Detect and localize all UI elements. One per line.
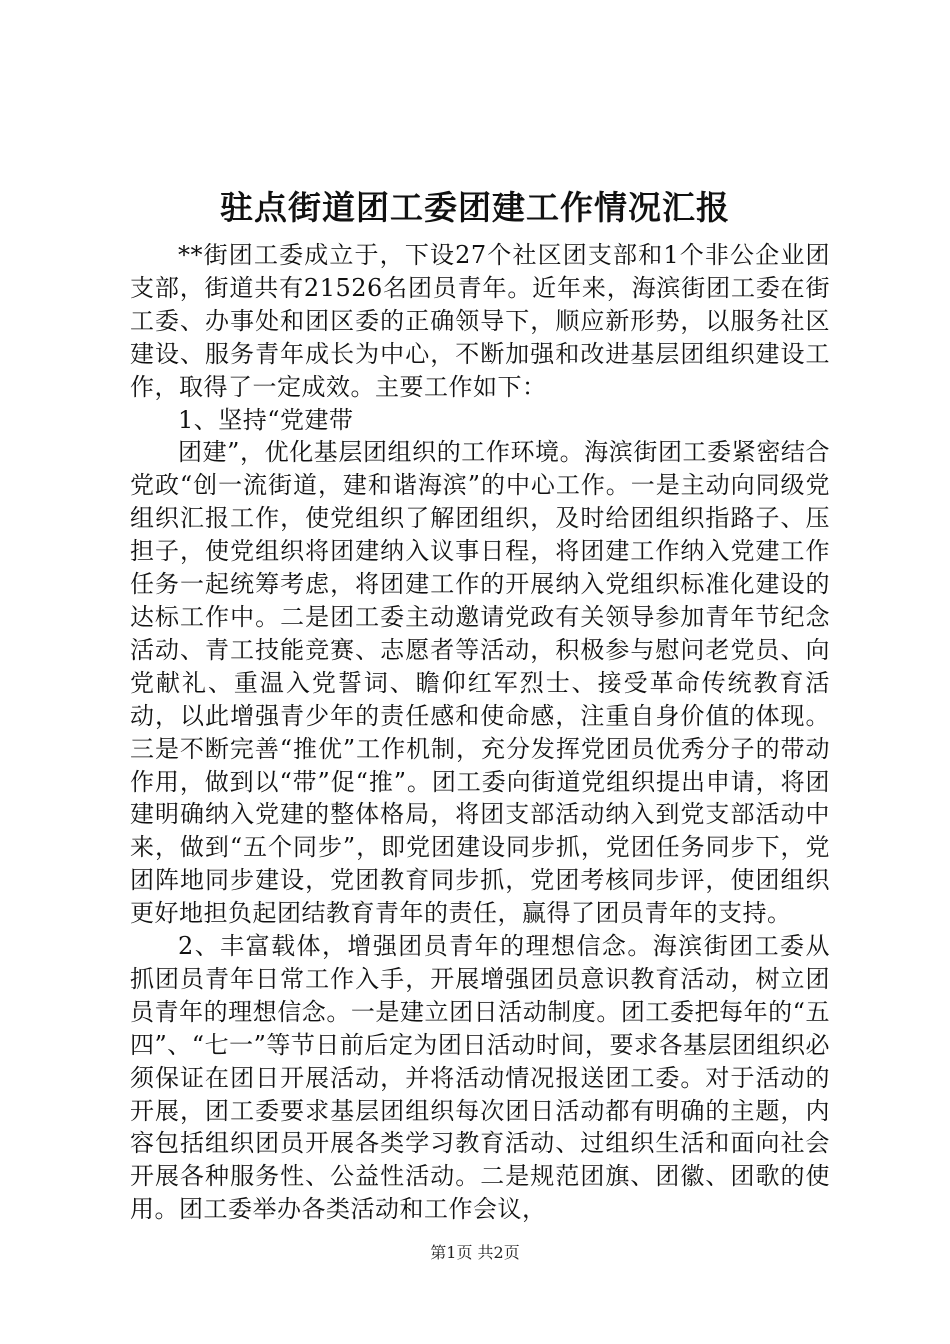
paragraph-section-1: 团建”，优化基层团组织的工作环境。海滨街团工委紧密结合党政“创一流街道，建和谐海滨”的中心工作。一是主动向同级党组织汇报工作，使党组织了解团组织，及时给团组织指路子、压担子，使党组织将团建纳入议事日程，将团建工作纳入党建工作任务一起统筹考虑，将团建工作的开展纳入党组织标准化建设的达标工作中。二是团工委主动邀请党政有关领导参加青年节纪念活动、青工技能竞赛、志愿者等活动，积极参与慰问老党员、向党献礼、重温入党誓词、瞻仰红军烈士、接受革命传统教育活动，以此增强青少年的责任感和使命感，注重自身价值的体现。三是不断完善“推优”工作机制，充分发挥党团员优秀分子的带动作用，做到以“带”促“推”。团工委向街道党组织提出申请，将团建明确纳入党建的整体格局，将团支部活动纳入到党支部活动中来，做到“五个同步”，即党团建设同步抓，党团任务同步下，党团阵地同步建设，党团教育同步抓，党团考核同步评，使团组织更好地担负起团结教育青年的责任，赢得了团员青年的支持。	[130, 438, 830, 928]
paragraph-heading-1: 1、坚持“党建带	[178, 405, 354, 434]
page-number-footer: 第1页 共2页	[430, 1243, 520, 1262]
paragraph-section-2: 2、丰富载体，增强团员青年的理想信念。海滨街团工委从抓团员青年日常工作入手，开展增强团员意识教育活动，树立团员青年的理想信念。一是建立团日活动制度。团工委把每年的“五四”、“七一”等节日前后定为团日活动时间，要求各基层团组织必须保证在团日开展活动，并将活动情况报送团工委。对于活动的开展，团工委要求基层团组织每次团日活动都有明确的主题，内容包括组织团员开展各类学习教育活动、过组织生活和面向社会开展各种服务性、公益性活动。二是规范团旗、团徽、团歌的使用。团工委举办各类活动和工作会议，	[130, 932, 830, 1224]
document-body	[130, 239, 830, 1226]
document-title: 驻点街道团工委团建工作情况汇报	[220, 188, 730, 227]
paragraph-intro: **街团工委成立于，下设27个社区团支部和1个非公企业团支部，街道共有21526名团员青年。近年来，海滨街团工委在街工委、办事处和团区委的正确领导下，顺应新形势，以服务社区建设、服务青年成长为中心，不断加强和改进基层团组织建设工作，取得了一定成效。主要工作如下：	[130, 241, 830, 401]
